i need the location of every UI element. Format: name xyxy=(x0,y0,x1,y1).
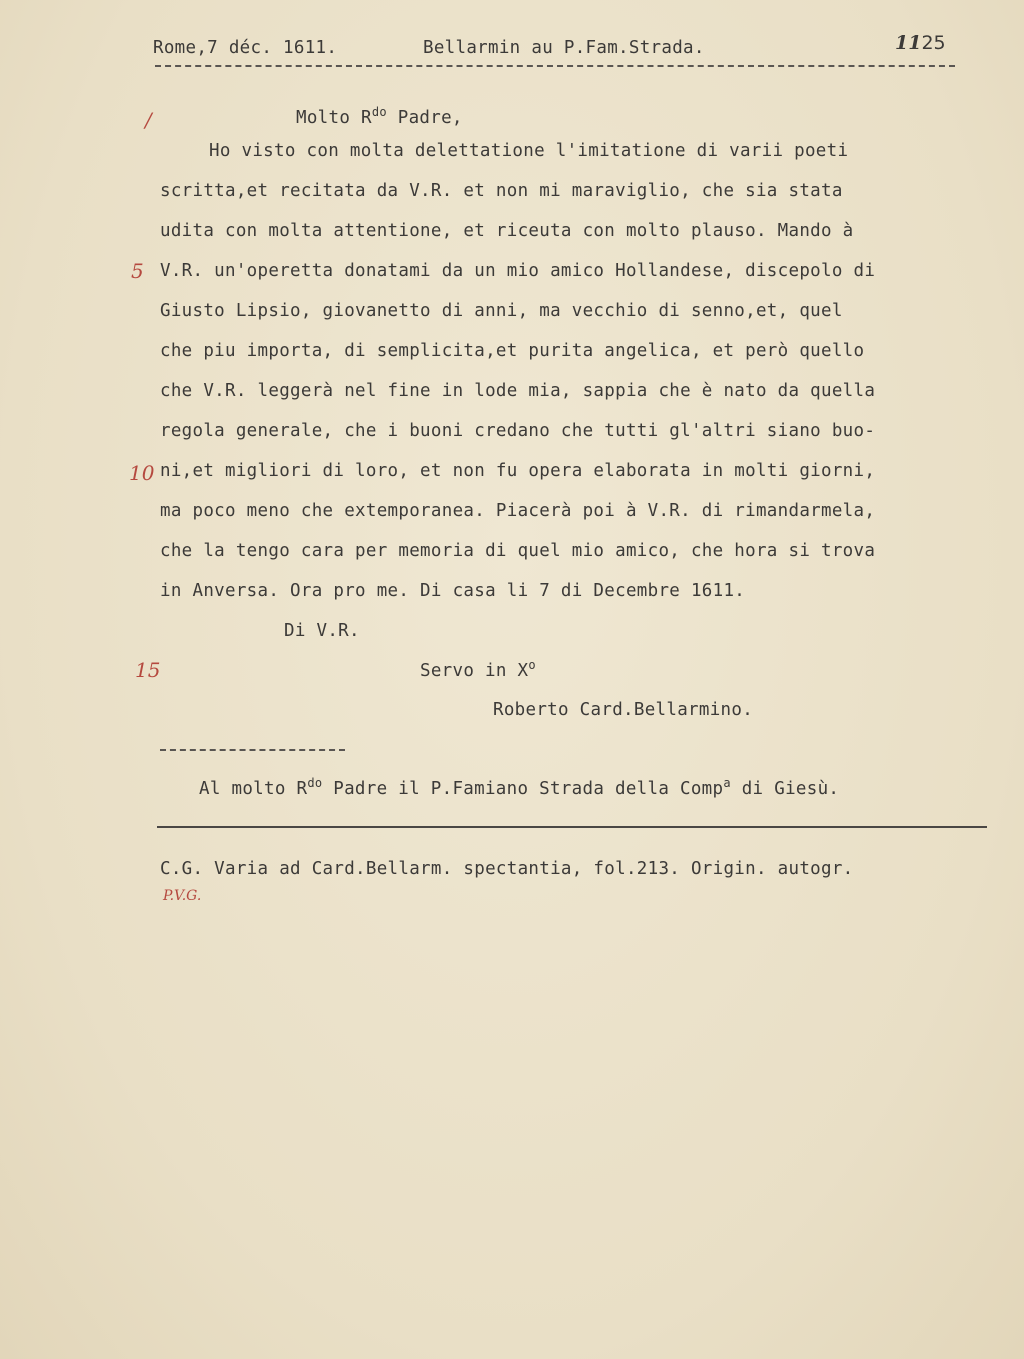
salutation-rest: Padre, xyxy=(386,108,463,128)
margin-number-5: 5 xyxy=(131,259,144,283)
address-sup-1: do xyxy=(307,776,323,791)
handwritten-initials: P.V.G. xyxy=(163,888,202,904)
salutation-text: Molto R xyxy=(296,108,372,128)
closing-servo-text: Servo in X xyxy=(420,661,529,681)
header-date: Rome,7 déc. 1611. xyxy=(153,38,338,58)
body-line: che la tengo cara per memoria di quel mio amico, che hora si trova xyxy=(160,541,876,561)
page-number-typed: 25 xyxy=(921,32,946,54)
body-line: scritta,et recitata da V.R. et non mi maraviglio, che sia stata xyxy=(160,181,843,201)
signature: Roberto Card.Bellarmino. xyxy=(493,700,754,720)
body-line: ma poco meno che extemporanea. Piacerà poi à V.R. di rimandarmela, xyxy=(160,501,876,521)
body-line: ni,et migliori di loro, et non fu opera elaborata in molti giorni, xyxy=(160,461,876,481)
body-line: Giusto Lipsio, giovanetto di anni, ma vecchio di senno,et, quel xyxy=(160,301,843,321)
salutation xyxy=(296,105,463,128)
body-line: che V.R. leggerà nel fine in lode mia, sappia che è nato da quella xyxy=(160,381,876,401)
header-divider xyxy=(155,65,955,67)
header-title: Bellarmin au P.Fam.Strada. xyxy=(423,38,705,58)
body-line: Ho visto con molta delettatione l'imitatione di varii poeti xyxy=(209,141,849,161)
margin-number-1: / xyxy=(145,108,152,132)
source-divider xyxy=(157,826,987,828)
margin-number-10: 10 xyxy=(129,461,155,485)
salutation-sup: do xyxy=(371,105,387,120)
address-divider xyxy=(160,749,345,751)
body-line: udita con molta attentione, et riceuta con molto plauso. Mando à xyxy=(160,221,854,241)
source-citation: C.G. Varia ad Card.Bellarm. spectantia, fol.213. Origin. autogr. xyxy=(160,859,854,879)
closing-di: Di V.R. xyxy=(284,621,360,641)
closing-servo-sup: o xyxy=(528,658,536,673)
page-number xyxy=(895,32,946,54)
address-end: di Giesù. xyxy=(730,779,840,799)
body-line: che piu importa, di semplicita,et purita angelica, et però quello xyxy=(160,341,865,361)
body-line: regola generale, che i buoni credano che tutti gl'altri siano buo- xyxy=(160,421,876,441)
margin-number-15: 15 xyxy=(135,658,161,682)
closing-servo xyxy=(420,658,536,681)
address-mid: Padre il P.Famiano Strada della Comp xyxy=(322,779,724,799)
address-sup-2: a xyxy=(723,776,731,791)
body-line: V.R. un'operetta donatami da un mio amico Hollandese, discepolo di xyxy=(160,261,876,281)
body-line: in Anversa. Ora pro me. Di casa li 7 di Decembre 1611. xyxy=(160,581,746,601)
address-text: Al molto R xyxy=(199,779,308,799)
address-line xyxy=(199,776,840,799)
page-number-handwritten: 11 xyxy=(895,32,922,54)
